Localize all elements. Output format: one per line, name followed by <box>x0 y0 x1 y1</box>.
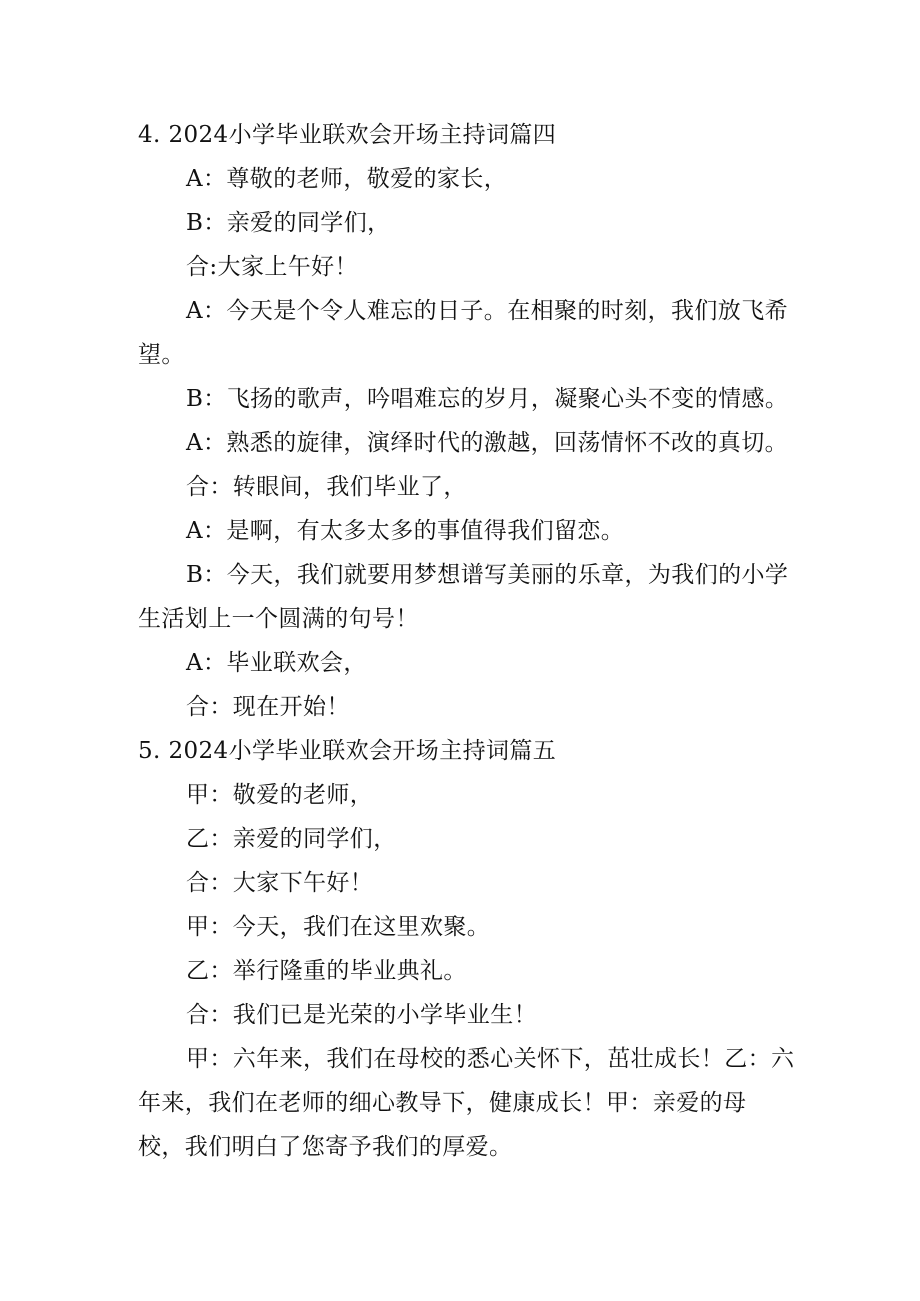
section4-line: B：今天，我们就要用梦想谱写美丽的乐章，为我们的小学 <box>186 562 789 588</box>
section5-line: 甲：敬爱的老师， <box>186 782 374 808</box>
section4-line-continuation: 望。 <box>138 342 185 368</box>
section4-line: A：是啊，有太多太多的事值得我们留恋。 <box>186 518 625 544</box>
section4-line: A：毕业联欢会， <box>186 650 367 676</box>
section5-line: 甲：六年来，我们在母校的悉心关怀下，茁壮成长！乙：六 <box>186 1046 795 1072</box>
section5-line: 乙：举行隆重的毕业典礼。 <box>186 958 467 984</box>
section5-line-continuation: 年来，我们在老师的细心教导下，健康成长！甲：亲爱的母 <box>138 1090 747 1116</box>
section5-line: 乙：亲爱的同学们， <box>186 826 397 852</box>
section4-line: 合:大家上午好！ <box>186 254 358 280</box>
section4-line-continuation: 生活划上一个圆满的句号！ <box>138 606 419 632</box>
section5-line: 甲：今天，我们在这里欢聚。 <box>186 914 491 940</box>
section5-heading: 5. 2024小学毕业联欢会开场主持词篇五 <box>138 738 557 764</box>
section4-line: A：尊敬的老师，敬爱的家长， <box>186 166 508 192</box>
section4-line: 合：转眼间，我们毕业了， <box>186 474 467 500</box>
section4-line: A：熟悉的旋律，演绎时代的激越，回荡情怀不改的真切。 <box>186 430 789 456</box>
section4-heading: 4. 2024小学毕业联欢会开场主持词篇四 <box>138 122 557 148</box>
section4-line: B：飞扬的歌声，吟唱难忘的岁月，凝聚心头不变的情感。 <box>186 386 789 412</box>
section5-line: 合：大家下午好！ <box>186 870 374 896</box>
section5-line-continuation: 校，我们明白了您寄予我们的厚爱。 <box>138 1134 513 1160</box>
section4-line: A：今天是个令人难忘的日子。在相聚的时刻，我们放飞希 <box>186 298 789 324</box>
section4-line: B：亲爱的同学们， <box>186 210 391 236</box>
section5-line: 合：我们已是光荣的小学毕业生！ <box>186 1002 537 1028</box>
section4-line: 合：现在开始！ <box>186 694 350 720</box>
